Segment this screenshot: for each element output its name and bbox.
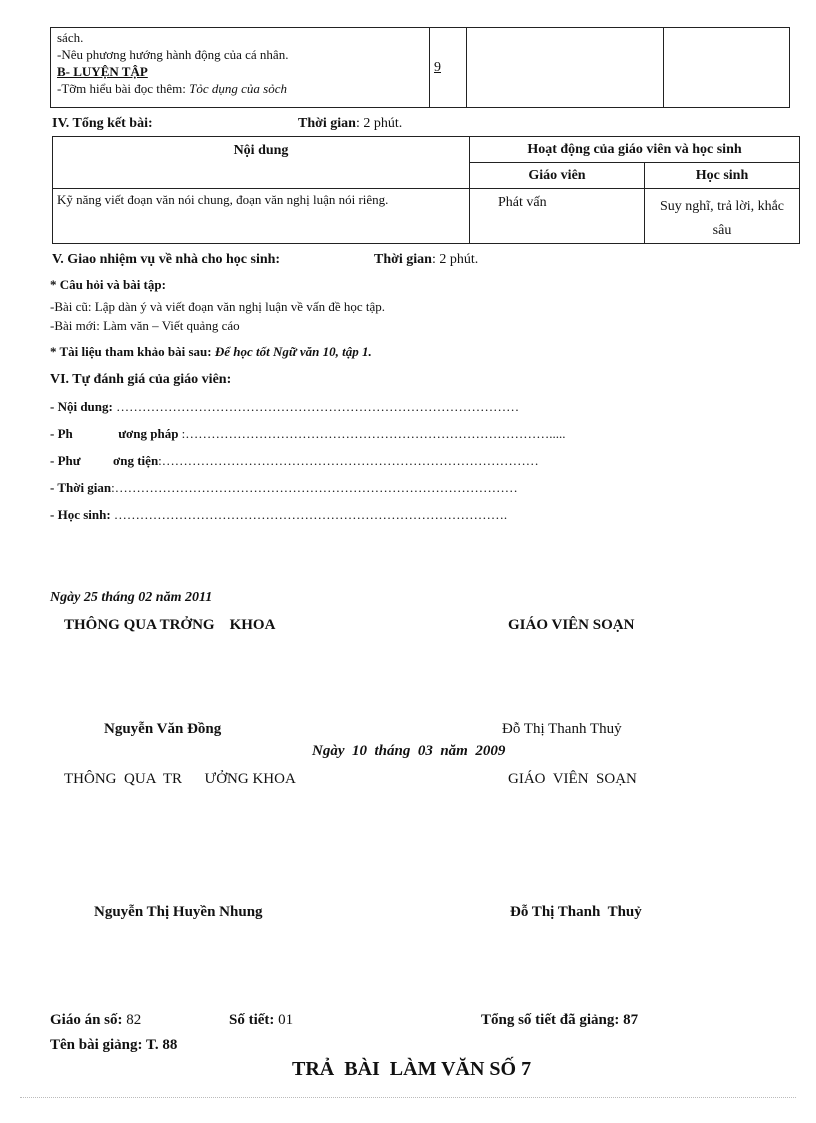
signoff1-date: Ngày 25 tháng 02 năm 2011	[50, 590, 213, 605]
student-cell: Suy nghĩ, trả lời, khắc sâu	[645, 189, 800, 244]
eval-dots: ……………………………………………………………………………….	[113, 507, 508, 522]
signoff2-right-name: Đỗ Thị Thanh Thuỷ	[510, 904, 642, 920]
text-line: sách.	[57, 30, 84, 45]
text-line: -Nêu phương hướng hành động của cá nhân.	[57, 47, 289, 62]
teacher-cell: Phát vấn	[470, 189, 645, 244]
header-content: Nội dung	[53, 137, 470, 189]
eval-item	[50, 507, 507, 523]
reference-line	[50, 344, 372, 360]
eval-item	[50, 453, 539, 469]
section-v-heading: V. Giao nhiệm vụ về nhà cho học sinh:	[52, 252, 281, 267]
lesson-title-label: Tên bài giảng: T. 88	[50, 1037, 178, 1053]
time-value: : 2 phút.	[355, 116, 403, 131]
time-label: Thời gian	[374, 252, 432, 267]
eval-label: - Thời gian	[50, 480, 112, 495]
reference-value: Để học tốt Ngữ văn 10, tập 1.	[214, 344, 372, 359]
lesson-number	[50, 1012, 141, 1029]
signoff1-right-title: GIÁO VIÊN SOẠN	[508, 617, 635, 633]
empty-cell	[664, 28, 790, 108]
text-italic: Tỏc dụng của sỏch	[189, 81, 288, 96]
signoff2-left-name: Nguyễn Thị Huyền Nhung	[94, 904, 263, 920]
lesson-main-title: TRẢ BÀI LÀM VĂN SỐ 7	[292, 1058, 532, 1080]
periods-value: 01	[274, 1012, 294, 1028]
content-cell: Kỹ năng viết đoạn văn nói chung, đoạn văn nghị luận nói riêng.	[53, 189, 470, 244]
periods-label: Số tiết:	[229, 1012, 275, 1028]
eval-dots: :…………………………………………………………………………………	[111, 480, 518, 495]
section-b-heading: B- LUYỆN TẬP	[57, 64, 148, 79]
eval-dots: :………………………………………………………………………….....	[181, 426, 566, 441]
eval-dots: …………………………………………………………………………………	[116, 399, 520, 414]
reference-label: * Tài liệu tham khảo bài sau:	[50, 344, 215, 359]
eval-dots: :……………………………………………………………………………	[158, 453, 539, 468]
page-bottom-divider	[20, 1097, 796, 1098]
lesson-number-label: Giáo án số:	[50, 1012, 123, 1028]
section-iv-time	[298, 116, 402, 132]
text-line	[57, 80, 423, 97]
lesson-number-value: 82	[122, 1012, 142, 1028]
section-vi-heading: VI. Tự đánh giá của giáo viên:	[50, 372, 232, 387]
signoff1-right-name: Đỗ Thị Thanh Thuỷ	[502, 721, 622, 737]
lesson-plan-table	[50, 27, 790, 108]
eval-item	[50, 399, 519, 415]
old-lesson: -Bài cũ: Lập dàn ý và viết đoạn văn nghị luận về vấn đề học tập.	[50, 299, 386, 314]
eval-item	[50, 426, 566, 442]
time-label: Thời gian	[298, 116, 356, 131]
header-activity: Hoạt động của giáo viên và học sinh	[470, 137, 800, 163]
signoff2-right-title: GIÁO VIÊN SOẠN	[508, 771, 637, 787]
eval-label: - Phư ơng tiện	[50, 453, 159, 468]
empty-cell	[467, 28, 664, 108]
new-lesson: -Bài mới: Làm văn – Viết quảng cáo	[50, 318, 240, 333]
summary-table	[52, 136, 800, 244]
header-student: Học sinh	[645, 163, 800, 189]
minutes-value: 9	[434, 59, 441, 75]
minutes-cell	[430, 28, 467, 108]
section-v-time	[374, 252, 478, 268]
signoff2-date: Ngày 10 tháng 03 năm 2009	[312, 743, 506, 759]
activity-cell	[51, 28, 430, 108]
eval-label: - Ph ương pháp	[50, 426, 179, 441]
eval-label: - Học sinh:	[50, 507, 111, 522]
eval-item	[50, 480, 518, 496]
signoff2-left-title: THÔNG QUA TR ƯỞNG KHOA	[64, 771, 296, 787]
signoff1-left-name: Nguyễn Văn Đồng	[104, 721, 222, 737]
questions-heading: * Câu hỏi và bài tập:	[50, 277, 166, 292]
text-prefix: -Tỡm hiểu bài đọc thêm:	[57, 81, 190, 96]
signoff1-left-title: THÔNG QUA TRỞNG KHOA	[64, 617, 276, 633]
time-value: : 2 phút.	[431, 252, 479, 267]
header-teacher: Giáo viên	[470, 163, 645, 189]
periods	[229, 1012, 293, 1029]
section-iv-heading: IV. Tổng kết bài:	[52, 116, 153, 131]
total-periods: Tổng số tiết đã giảng: 87	[481, 1012, 639, 1028]
eval-label: - Nội dung:	[50, 399, 113, 414]
